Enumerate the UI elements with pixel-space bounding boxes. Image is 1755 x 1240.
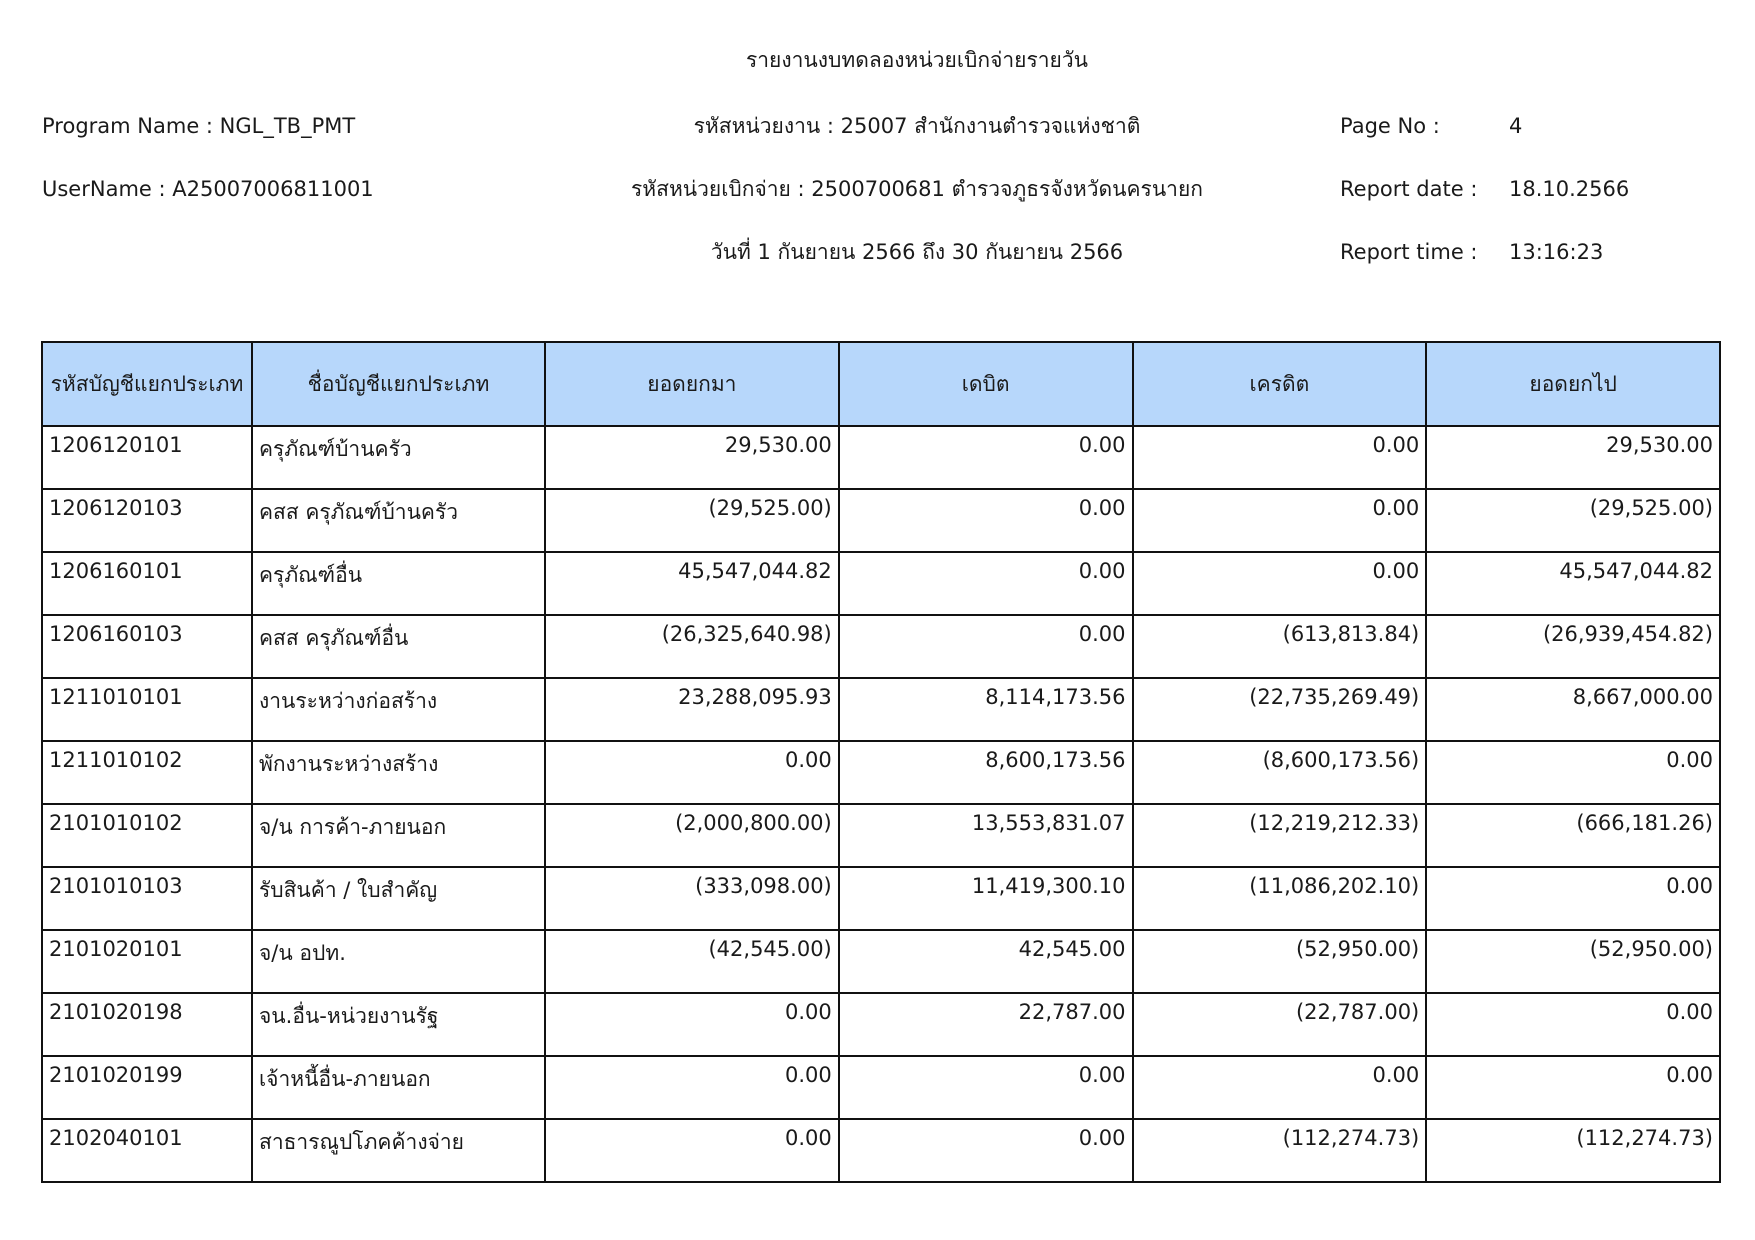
report-date-label: Report date :: [1340, 177, 1478, 201]
column-header-credit: เครดิต: [1133, 342, 1427, 426]
closing-balance-cell: 29,530.00: [1426, 426, 1720, 489]
debit-cell: 8,114,173.56: [839, 678, 1133, 741]
debit-cell: 0.00: [839, 552, 1133, 615]
account-name-cell: พักงานระหว่างสร้าง: [252, 741, 545, 804]
opening-balance-cell: 0.00: [545, 993, 839, 1056]
column-header-debit: เดบิต: [839, 342, 1133, 426]
account-code-cell: 1206120103: [42, 489, 252, 552]
debit-cell: 0.00: [839, 1056, 1133, 1119]
opening-balance-cell: 23,288,095.93: [545, 678, 839, 741]
debit-cell: 42,545.00: [839, 930, 1133, 993]
credit-cell: 0.00: [1133, 489, 1427, 552]
account-code-cell: 2102040101: [42, 1119, 252, 1182]
debit-cell: 8,600,173.56: [839, 741, 1133, 804]
table-row: [42, 678, 1720, 741]
account-code-cell: 2101020199: [42, 1056, 252, 1119]
table-row: [42, 615, 1720, 678]
table-row: [42, 930, 1720, 993]
account-name-cell: จ/น อปท.: [252, 930, 545, 993]
closing-balance-cell: 0.00: [1426, 993, 1720, 1056]
account-name-cell: ครุภัณฑ์บ้านครัว: [252, 426, 545, 489]
account-name-cell: จ/น การค้า-ภายนอก: [252, 804, 545, 867]
account-code-cell: 1206120101: [42, 426, 252, 489]
table-row: [42, 741, 1720, 804]
account-name-cell: จน.อื่น-หน่วยงานรัฐ: [252, 993, 545, 1056]
account-code-cell: 2101010102: [42, 804, 252, 867]
page-no-value: 4: [1509, 114, 1523, 138]
opening-balance-cell: 0.00: [545, 1119, 839, 1182]
opening-balance-cell: (2,000,800.00): [545, 804, 839, 867]
page-no-label: Page No :: [1340, 114, 1440, 138]
account-name-cell: ครุภัณฑ์อื่น: [252, 552, 545, 615]
debit-cell: 0.00: [839, 1119, 1133, 1182]
opening-balance-cell: 29,530.00: [545, 426, 839, 489]
opening-balance-cell: (333,098.00): [545, 867, 839, 930]
account-code-cell: 2101020101: [42, 930, 252, 993]
credit-cell: (12,219,212.33): [1133, 804, 1427, 867]
opening-balance-cell: 0.00: [545, 741, 839, 804]
credit-cell: 0.00: [1133, 552, 1427, 615]
closing-balance-cell: 45,547,044.82: [1426, 552, 1720, 615]
table-row: [42, 993, 1720, 1056]
account-code-cell: 2101010103: [42, 867, 252, 930]
column-header-account-name: ชื่อบัญชีแยกประเภท: [252, 342, 545, 426]
table-body: [42, 426, 1720, 1182]
trial-balance-table: [41, 341, 1721, 1183]
debit-cell: 11,419,300.10: [839, 867, 1133, 930]
opening-balance-cell: 45,547,044.82: [545, 552, 839, 615]
account-name-cell: เจ้าหนี้อื่น-ภายนอก: [252, 1056, 545, 1119]
debit-cell: 22,787.00: [839, 993, 1133, 1056]
opening-balance-cell: (29,525.00): [545, 489, 839, 552]
opening-balance-cell: (26,325,640.98): [545, 615, 839, 678]
report-title: รายงานงบทดลองหน่วยเบิกจ่ายรายวัน: [745, 48, 1089, 72]
closing-balance-cell: (26,939,454.82): [1426, 615, 1720, 678]
username: UserName : A25007006811001: [42, 177, 374, 201]
date-range: วันที่ 1 กันยายน 2566 ถึง 30 กันยายน 2566: [710, 240, 1124, 264]
disbursement-unit: รหัสหน่วยเบิกจ่าย : 2500700681 ตำรวจภูธรจังหวัดนครนายก: [631, 177, 1203, 201]
debit-cell: 0.00: [839, 615, 1133, 678]
table-row: [42, 552, 1720, 615]
program-name: Program Name : NGL_TB_PMT: [42, 114, 356, 138]
account-name-cell: สาธารณูปโภคค้างจ่าย: [252, 1119, 545, 1182]
closing-balance-cell: 8,667,000.00: [1426, 678, 1720, 741]
debit-cell: 0.00: [839, 426, 1133, 489]
account-name-cell: คสส ครุภัณฑ์บ้านครัว: [252, 489, 545, 552]
closing-balance-cell: 0.00: [1426, 867, 1720, 930]
credit-cell: 0.00: [1133, 426, 1427, 489]
credit-cell: (22,735,269.49): [1133, 678, 1427, 741]
debit-cell: 13,553,831.07: [839, 804, 1133, 867]
table-row: [42, 1119, 1720, 1182]
account-code-cell: 1206160103: [42, 615, 252, 678]
opening-balance-cell: 0.00: [545, 1056, 839, 1119]
debit-cell: 0.00: [839, 489, 1133, 552]
table-row: [42, 1056, 1720, 1119]
table-row: [42, 426, 1720, 489]
closing-balance-cell: 0.00: [1426, 741, 1720, 804]
column-header-closing-balance: ยอดยกไป: [1426, 342, 1720, 426]
account-code-cell: 1211010102: [42, 741, 252, 804]
credit-cell: (11,086,202.10): [1133, 867, 1427, 930]
credit-cell: (8,600,173.56): [1133, 741, 1427, 804]
table-header-row: [42, 342, 1720, 426]
closing-balance-cell: (52,950.00): [1426, 930, 1720, 993]
credit-cell: (112,274.73): [1133, 1119, 1427, 1182]
account-code-cell: 1206160101: [42, 552, 252, 615]
closing-balance-cell: (666,181.26): [1426, 804, 1720, 867]
table-row: [42, 867, 1720, 930]
report-date-value: 18.10.2566: [1509, 177, 1630, 201]
agency-code: รหัสหน่วยงาน : 25007 สำนักงานตำรวจแห่งชาติ: [693, 114, 1141, 138]
credit-cell: 0.00: [1133, 1056, 1427, 1119]
credit-cell: (22,787.00): [1133, 993, 1427, 1056]
column-header-opening-balance: ยอดยกมา: [545, 342, 839, 426]
closing-balance-cell: 0.00: [1426, 1056, 1720, 1119]
account-name-cell: งานระหว่างก่อสร้าง: [252, 678, 545, 741]
account-code-cell: 1211010101: [42, 678, 252, 741]
report-time-value: 13:16:23: [1509, 240, 1604, 264]
account-name-cell: คสส ครุภัณฑ์อื่น: [252, 615, 545, 678]
credit-cell: (52,950.00): [1133, 930, 1427, 993]
closing-balance-cell: (29,525.00): [1426, 489, 1720, 552]
credit-cell: (613,813.84): [1133, 615, 1427, 678]
table-row: [42, 804, 1720, 867]
column-header-account-code: รหัสบัญชีแยกประเภท: [42, 342, 252, 426]
table-row: [42, 489, 1720, 552]
account-name-cell: รับสินค้า / ใบสำคัญ: [252, 867, 545, 930]
account-code-cell: 2101020198: [42, 993, 252, 1056]
report-time-label: Report time :: [1340, 240, 1478, 264]
opening-balance-cell: (42,545.00): [545, 930, 839, 993]
closing-balance-cell: (112,274.73): [1426, 1119, 1720, 1182]
